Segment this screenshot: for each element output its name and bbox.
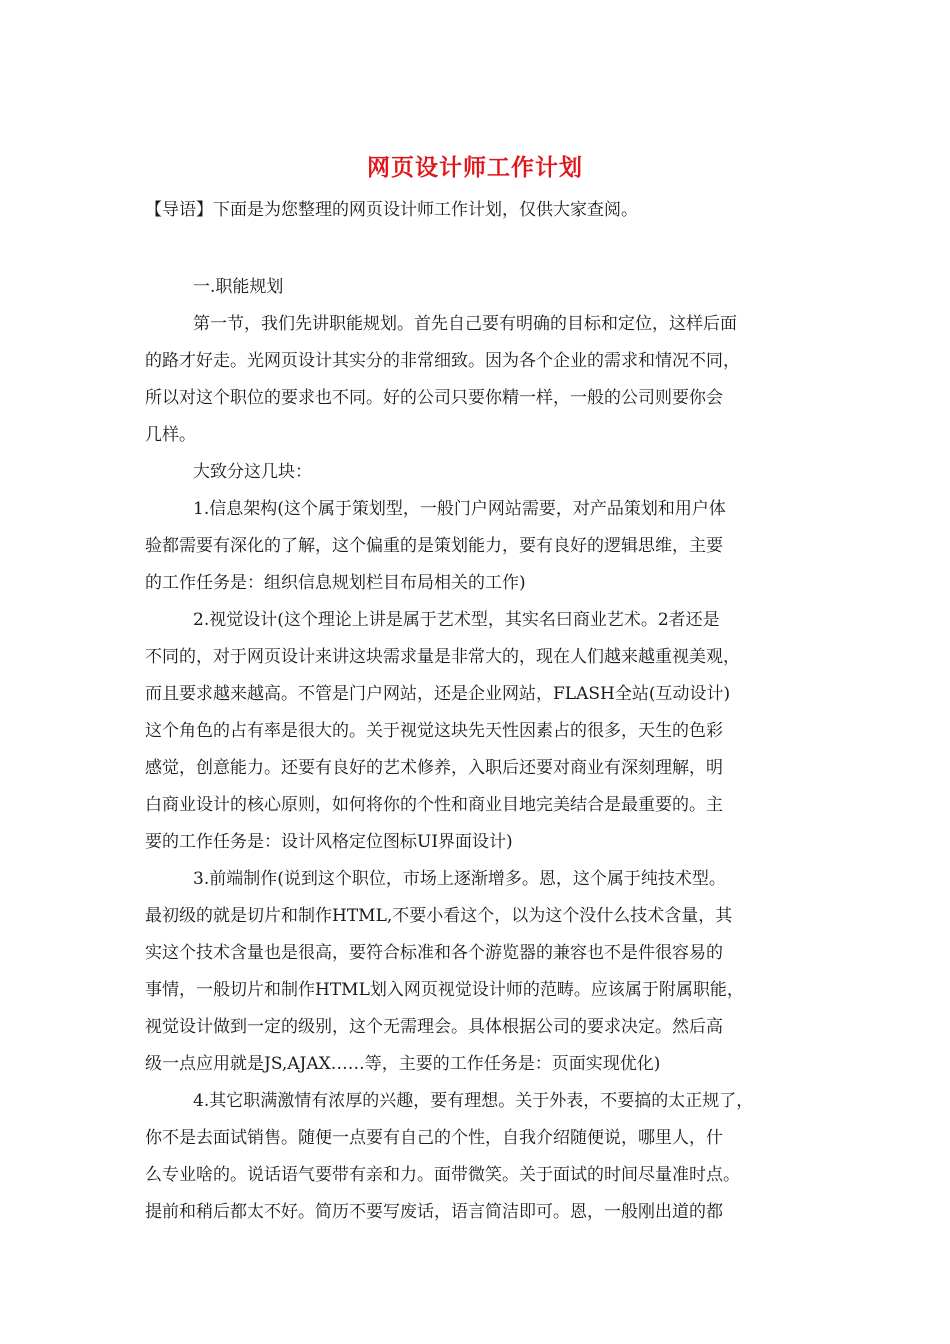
- text-line: 的工作任务是：组织信息规划栏目布局相关的工作): [145, 573, 526, 593]
- text-line: 你不是去面试销售。随便一点要有自己的个性，自我介绍随便说，哪里人，什: [145, 1128, 723, 1148]
- document-body: [145, 192, 815, 1231]
- text-line: 级一点应用就是JS,AJAX……等，主要的工作任务是：页面实现优化): [145, 1054, 661, 1074]
- text-line: 1.信息架构(这个属于策划型，一般门户网站需要，对产品策划和用户体: [193, 499, 726, 519]
- paragraph-gap: [145, 229, 815, 269]
- text-line: 几样。: [145, 425, 196, 445]
- text-line: 最初级的就是切片和制作HTML,不要小看这个，以为这个没什么技术含量，其: [145, 906, 733, 926]
- text-line: 验都需要有深化的了解，这个偏重的是策划能力，要有良好的逻辑思维，主要: [145, 536, 723, 556]
- text-line: 一.职能规划: [193, 277, 284, 297]
- document-title: 网页设计师工作计划: [367, 154, 583, 181]
- text-line: 实这个技术含量也是很高，要符合标准和各个游览器的兼容也不是件很容易的: [145, 943, 723, 963]
- text-line: 事情，一般切片和制作HTML划入网页视觉设计师的范畴。应该属于附属职能，: [145, 980, 744, 1000]
- text-line: 这个角色的占有率是很大的。关于视觉这块先天性因素占的很多，天生的色彩: [145, 721, 723, 741]
- text-line: 感觉，创意能力。还要有良好的艺术修养，入职后还要对商业有深刻理解，明: [145, 758, 723, 778]
- intro-paragraph: 【导语】下面是为您整理的网页设计师工作计划，仅供大家查阅。: [145, 200, 638, 220]
- text-line: 而且要求越来越高。不管是门户网站，还是企业网站，FLASH全站(互动设计): [145, 684, 731, 704]
- text-line: 要的工作任务是：设计风格定位图标UI界面设计): [145, 832, 513, 852]
- text-line: 提前和稍后都太不好。简历不要写废话，语言简洁即可。恩，一般刚出道的都: [145, 1202, 723, 1222]
- text-line: 么专业啥的。说话语气要带有亲和力。面带微笑。关于面试的时间尽量准时点。: [145, 1165, 740, 1185]
- text-line: 视觉设计做到一定的级别，这个无需理会。具体根据公司的要求决定。然后高: [145, 1017, 723, 1037]
- text-line: 的路才好走。光网页设计其实分的非常细致。因为各个企业的需求和情况不同，: [145, 351, 740, 371]
- text-line: 4.其它职满激情有浓厚的兴趣，要有理想。关于外表，不要搞的太正规了，: [193, 1091, 754, 1111]
- text-line: 白商业设计的核心原则，如何将你的个性和商业目地完美结合是最重要的。主: [145, 795, 723, 815]
- text-line: 2.视觉设计(这个理论上讲是属于艺术型，其实名曰商业艺术。2者还是: [193, 610, 720, 630]
- text-line: 不同的，对于网页设计来讲这块需求量是非常大的，现在人们越来越重视美观，: [145, 647, 740, 667]
- text-line: 所以对这个职位的要求也不同。好的公司只要你精一样，一般的公司则要你会: [145, 388, 723, 408]
- text-line: 第一节，我们先讲职能规划。首先自己要有明确的目标和定位，这样后面: [193, 314, 737, 334]
- text-line: 3.前端制作(说到这个职位，市场上逐渐增多。恩，这个属于纯技术型。: [193, 869, 726, 889]
- text-line: 大致分这几块：: [193, 462, 312, 482]
